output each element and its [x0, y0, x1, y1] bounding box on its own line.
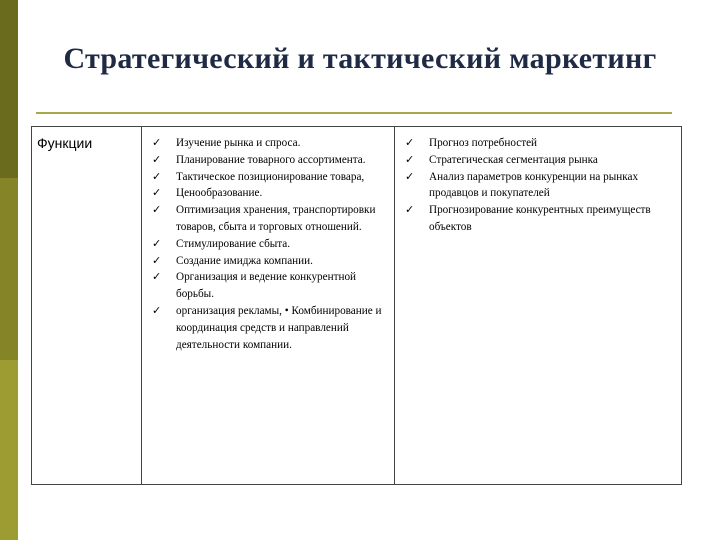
row-label-cell	[32, 127, 142, 485]
checkmark-icon: ✓	[152, 152, 162, 166]
list-item-text: Оптимизация хранения, транспортировки товаров, сбыта и торговых отношений.	[176, 204, 376, 233]
list-item	[142, 236, 390, 253]
side-bar-dark-segment	[0, 0, 18, 178]
checkmark-icon: ✓	[152, 253, 162, 267]
list-item-text: организация рекламы, • Комбинирование и координация средств и направлений деятельности компании.	[176, 304, 382, 351]
checkmark-icon: ✓	[152, 303, 162, 317]
checkmark-icon: ✓	[405, 203, 415, 217]
list-item	[395, 202, 677, 236]
checkmark-icon: ✓	[405, 152, 415, 166]
row-label: Функции	[37, 135, 93, 151]
list-item-text: Стимулирование сбыта.	[176, 237, 291, 250]
list-item-text: Стратегическая сегментация рынка	[429, 153, 598, 166]
checkmark-icon: ✓	[405, 136, 415, 149]
checkmark-icon: ✓	[152, 136, 162, 149]
list-item	[142, 269, 390, 303]
checkmark-icon: ✓	[405, 169, 415, 183]
slide-title: Стратегический и тактический маркетинг	[63, 42, 657, 75]
title-divider	[36, 112, 672, 114]
list-item	[142, 202, 390, 236]
list-item-text: Прогнозирование конкурентных преимуществ объектов	[429, 204, 651, 233]
list-item	[142, 152, 390, 169]
list-item	[395, 169, 677, 203]
list-item-text: Ценообразование.	[176, 187, 263, 200]
tactical-column	[142, 127, 395, 485]
list-item-text: Создание имиджа компании.	[176, 254, 313, 267]
decorative-side-bar	[0, 0, 18, 540]
list-item	[395, 152, 677, 169]
list-item	[142, 253, 390, 270]
list-item	[395, 135, 677, 152]
list-item-text: Прогноз потребностей	[429, 137, 538, 149]
list-item	[142, 303, 390, 353]
tactical-list	[142, 127, 394, 353]
checkmark-icon: ✓	[152, 186, 162, 200]
list-item	[142, 169, 390, 186]
table-row	[32, 127, 682, 485]
checkmark-icon: ✓	[152, 169, 162, 183]
checkmark-icon: ✓	[152, 203, 162, 217]
functions-table	[31, 126, 682, 485]
list-item-text: Тактическое позиционирование товара,	[176, 170, 365, 183]
checkmark-icon: ✓	[152, 236, 162, 250]
list-item-text: Анализ параметров конкуренции на рынках продавцов и покупателей	[429, 170, 639, 200]
list-item-text: Планирование товарного ассортимента.	[176, 153, 366, 166]
list-item	[142, 135, 390, 152]
list-item	[142, 185, 390, 202]
strategic-list	[395, 127, 681, 236]
checkmark-icon: ✓	[152, 270, 162, 284]
list-item-text: Изучение рынка и спроса.	[176, 137, 301, 149]
strategic-column	[395, 127, 682, 485]
list-item-text: Организация и ведение конкурентной борьбы.	[176, 271, 357, 301]
side-bar-mid-segment	[0, 178, 18, 360]
